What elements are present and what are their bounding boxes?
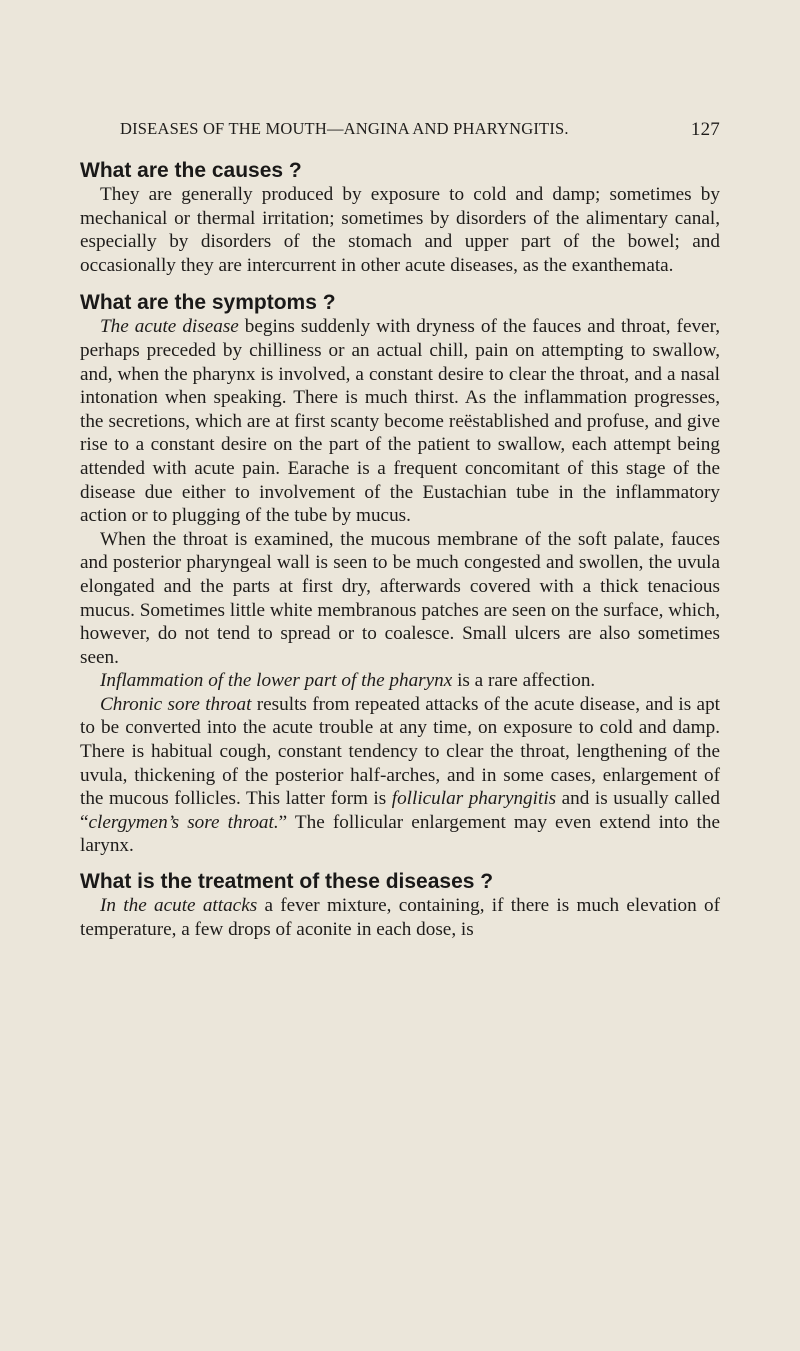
question-heading: What is the treatment of these diseases ? xyxy=(80,870,494,894)
italic-lead: Inflammation of the lower part of the pharynx xyxy=(100,670,453,692)
section-causes xyxy=(80,158,720,277)
section-symptoms xyxy=(80,290,720,858)
paragraph: In the acute attacks a fever mixture, containing, if there is much elevation of temperature, a few drops of aconite in each dose, is xyxy=(80,895,720,940)
paragraph: Inflammation of the lower part of the pharynx is a rare affection. xyxy=(100,670,596,692)
running-title: DISEASES OF THE MOUTH—ANGINA AND PHARYNGITIS. xyxy=(120,119,569,138)
running-header xyxy=(120,119,720,139)
section-treatment xyxy=(80,869,720,941)
italic-term: clergymen’s sore throat. xyxy=(88,811,279,833)
paragraph: When the throat is examined, the mucous membrane of the soft palate, fauces and posterior pharyngeal wall is seen to be much congested and swollen, the uvula elongated and the parts at first dry, afterwards covered with a thick tenacious mucus. Sometimes little white membranous patches are seen on the surface, which, however, do not tend to spread or to coalesce. Small ulcers are also sometimes seen. xyxy=(80,528,720,668)
paragraph: They are generally produced by exposure to cold and damp; sometimes by mechanical or thermal irritation; sometimes by disorders of the alimentary canal, especially by disorders of the stomach and upper part of the bowel; and occasionally they are intercurrent in other acute diseases, as the exanthemata. xyxy=(80,184,720,276)
question-heading: What are the causes ? xyxy=(80,159,302,182)
page-number: 127 xyxy=(690,119,720,140)
italic-term: follicular pharyngitis xyxy=(391,788,557,810)
italic-lead: In the acute attacks xyxy=(100,895,258,917)
page-body xyxy=(80,158,720,941)
italic-lead: Chronic sore throat xyxy=(100,693,252,715)
paragraph: Chronic sore throat results from repeated attacks of the acute disease, and is apt to be converted into the acute trouble at any time, on exposure to cold and damp. There is habitual cough, constant tendency to clear the throat, lengthening of the uvula, thickening of the posterior half-arches, and in some cases, enlargement of the mucous follicles. This latter form is follicular pharyngitis and is usually called “clergymen’s sore throat.” The follicular enlargement may even extend into the larynx. xyxy=(80,693,720,857)
paragraph: The acute disease begins suddenly with dryness of the fauces and throat, fever, perhaps preceded by chilliness or an actual chill, pain on attempting to swallow, and, when the pharynx is involved, a constant desire to clear the throat, and a nasal intonation when speaking. There is much thirst. As the inflammation progresses, the secretions, which are at first scanty become reëstablished and profuse, and give rise to a constant desire on the part of the patient to swallow, each attempt being attended with acute pain. Earache is a frequent concomitant of this stage of the disease due either to involvement of the Eustachian tube in the inflammatory action or to plugging of the tube by mucus. xyxy=(80,316,720,527)
italic-lead: The acute disease xyxy=(100,316,239,338)
question-heading: What are the symptoms ? xyxy=(80,291,336,315)
